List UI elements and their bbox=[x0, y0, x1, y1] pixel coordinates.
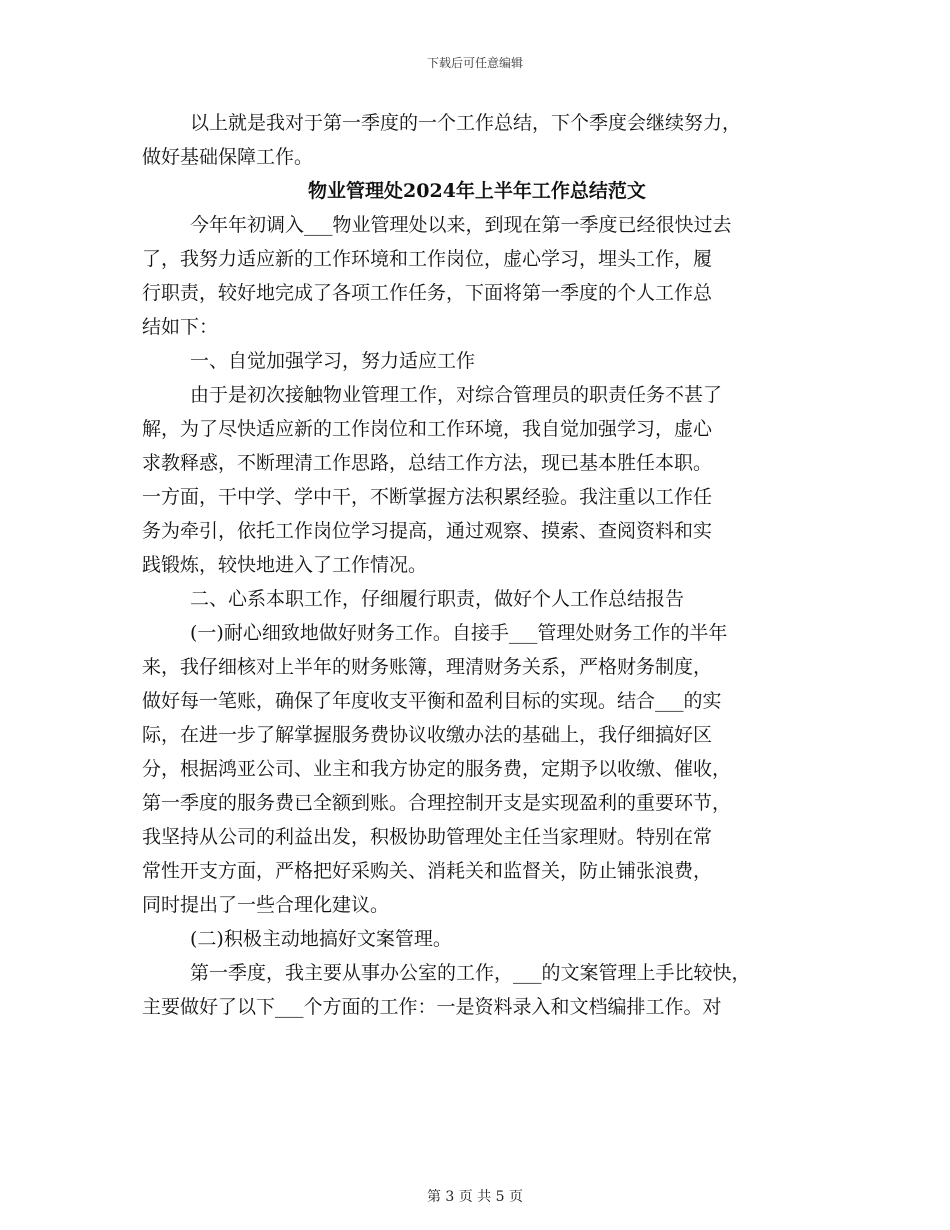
paragraph-line: 第一季度的服务费已全额到账。合理控制开支是实现盈利的重要环节， bbox=[142, 792, 732, 814]
paragraph-line: 了，我努力适应新的工作环境和工作岗位，虚心学习，埋头工作，履 bbox=[142, 248, 713, 270]
page-header: 下载后可任意编辑 bbox=[426, 56, 523, 70]
paragraph-line: 我坚持从公司的利益出发，积极协助管理处主任当家理财。特别在常 bbox=[142, 826, 713, 848]
paragraph-line: 践锻炼，较快地进入了工作情况。 bbox=[142, 554, 428, 576]
paragraph-line: 求教释惑，不断理清工作思路，总结工作方法，现已基本胜任本职。 bbox=[142, 452, 713, 474]
paragraph-line: 以上就是我对于第一季度的一个工作总结，下个季度会继续努力， bbox=[190, 112, 742, 134]
section-title: 物业管理处2024年上半年工作总结范文 bbox=[308, 180, 646, 202]
document-body bbox=[142, 106, 812, 1024]
paragraph-line: (一)耐心细致地做好财务工作。自接手___管理处财务工作的半年 bbox=[190, 622, 728, 644]
paragraph-line: 行职责，较好地完成了各项工作任务，下面将第一季度的个人工作总 bbox=[142, 282, 713, 304]
paragraph-line: 今年年初调入___物业管理处以来，到现在第一季度已经很快过去 bbox=[190, 214, 732, 236]
paragraph-line: 际，在进一步了解掌握服务费协议收缴办法的基础上，我仔细搞好区 bbox=[142, 724, 713, 746]
paragraph-line: 第一季度，我主要从事办公室的工作，___的文案管理上手比较快， bbox=[190, 962, 751, 984]
paragraph-line: 务为牵引，依托工作岗位学习提高，通过观察、摸索、查阅资料和实 bbox=[142, 520, 713, 542]
paragraph-line: 解，为了尽快适应新的工作岗位和工作环境，我自觉加强学习，虚心 bbox=[142, 418, 713, 440]
paragraph-line: 做好基础保障工作。 bbox=[142, 146, 314, 168]
paragraph-line: 结如下： bbox=[142, 316, 219, 338]
paragraph-line: 由于是初次接触物业管理工作，对综合管理员的职责任务不甚了 bbox=[190, 384, 723, 406]
page-footer: 第 3 页 共 5 页 bbox=[426, 1189, 524, 1205]
paragraph-line: 来，我仔细核对上半年的财务账簿，理清财务关系，严格财务制度， bbox=[142, 656, 713, 678]
paragraph-line: 分，根据鸿亚公司、业主和我方协定的服务费，定期予以收缴、催收， bbox=[142, 758, 732, 780]
paragraph-line: 常性开支方面，严格把好采购关、消耗关和监督关，防止铺张浪费， bbox=[142, 860, 713, 882]
section-heading: 二、心系本职工作，仔细履行职责，做好个人工作总结报告 bbox=[190, 588, 685, 610]
section-heading: 一、自觉加强学习，努力适应工作 bbox=[190, 350, 476, 372]
section-heading: (二)积极主动地搞好文案管理。 bbox=[190, 928, 452, 950]
paragraph-line: 一方面，干中学、学中干，不断掌握方法积累经验。我注重以工作任 bbox=[142, 486, 713, 508]
paragraph-line: 同时提出了一些合理化建议。 bbox=[142, 894, 390, 916]
paragraph-line: 做好每一笔账，确保了年度收支平衡和盈利目标的实现。结合___的实 bbox=[142, 690, 722, 712]
paragraph-line: 主要做好了以下___个方面的工作：一是资料录入和文档编排工作。对 bbox=[142, 996, 722, 1018]
